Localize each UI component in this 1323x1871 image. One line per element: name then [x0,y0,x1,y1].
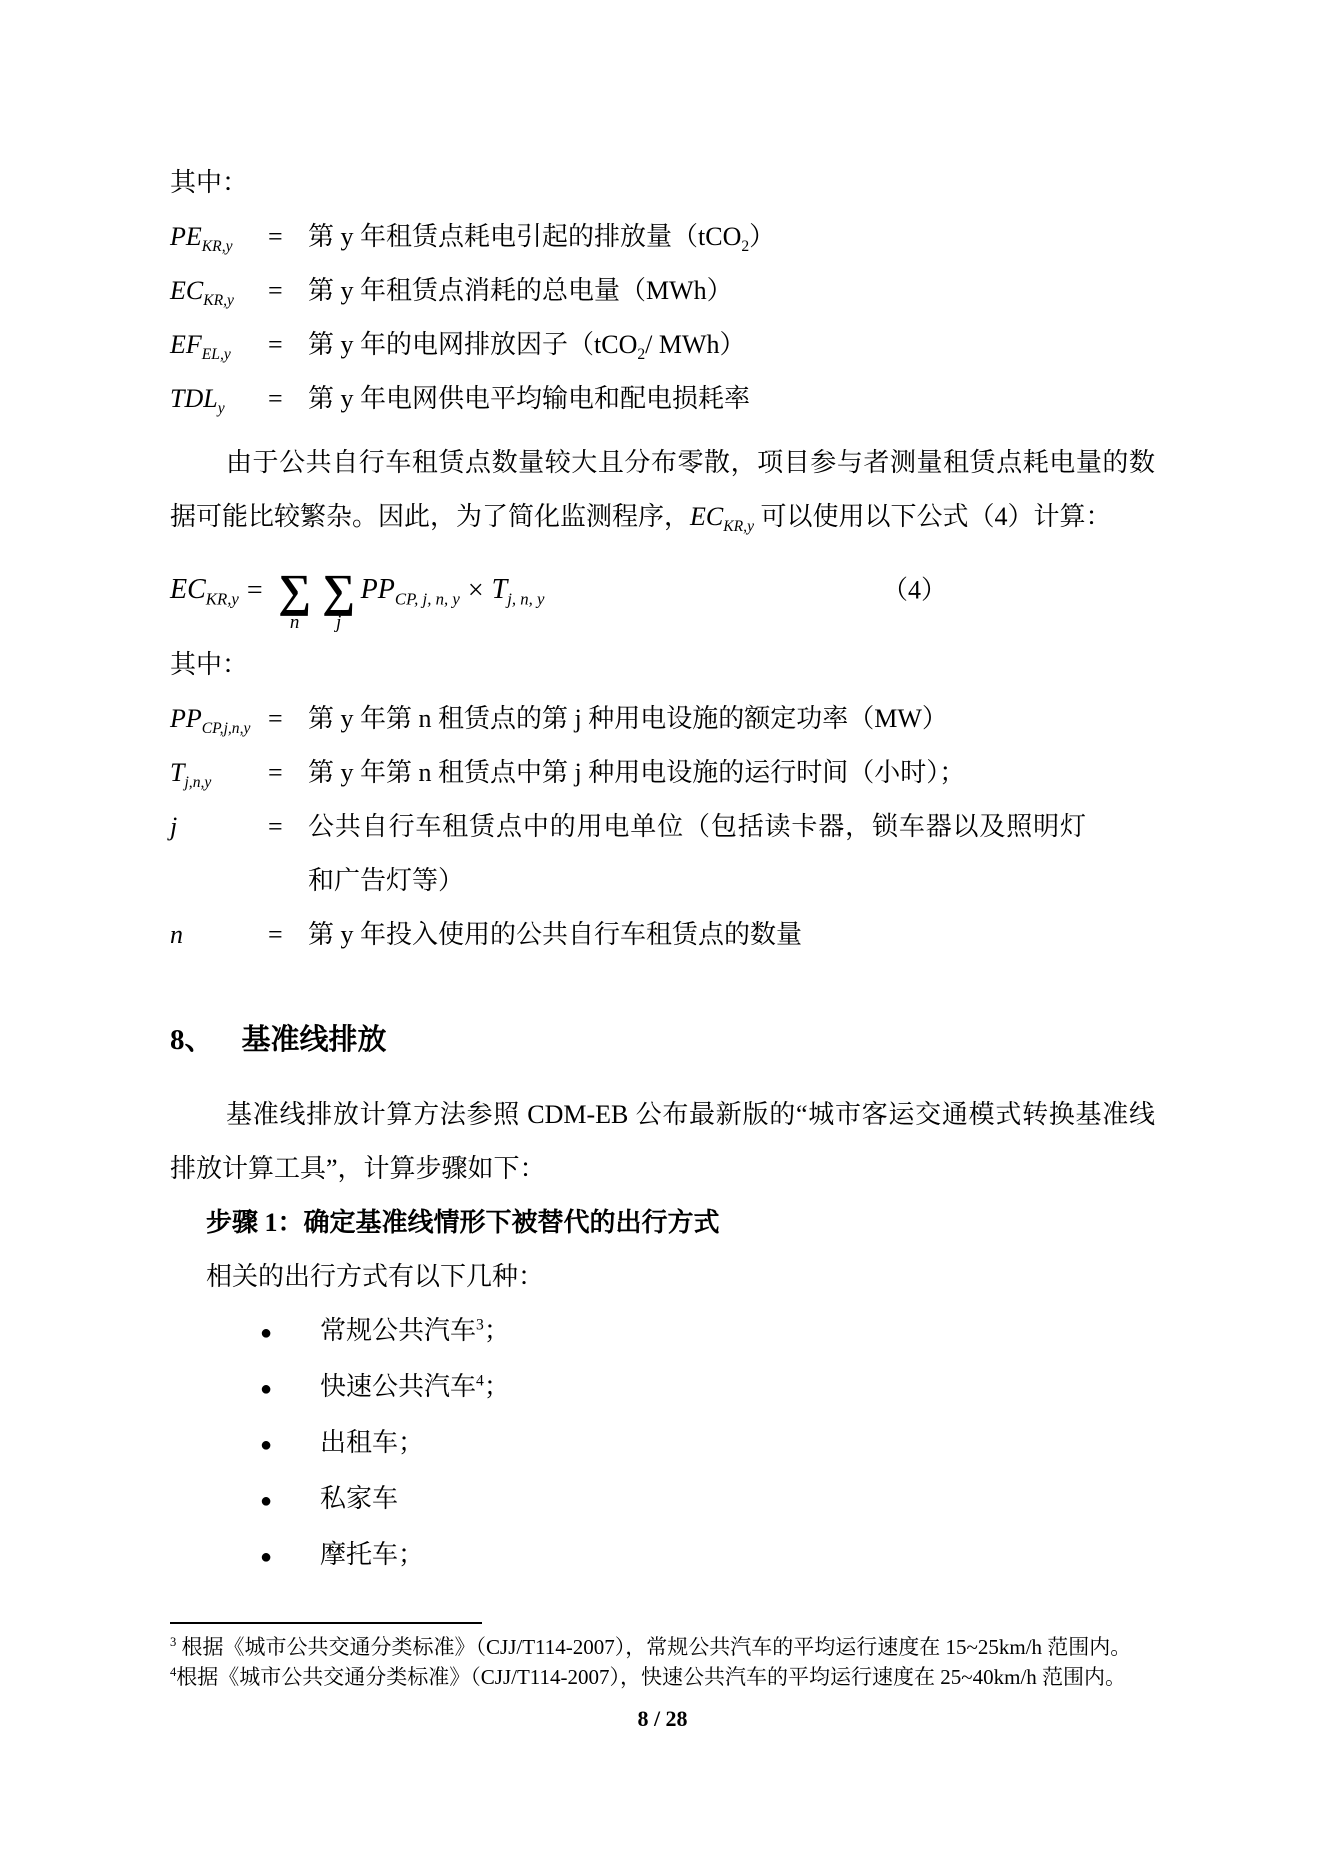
list-item-label: 常规公共汽车$^3$； [320,1316,510,1345]
formula-term-pp: $PP_{CP, j, n, y}$ [360,573,460,609]
section-heading [170,1018,1155,1062]
bullet-icon: ● [260,1322,273,1344]
equals-sign: = [268,330,283,359]
list-item-label: 私家车 [320,1484,399,1513]
variable-definition: 第 y 年的电网排放因子（tCO$_2$/ MWh） [308,330,746,364]
travel-modes-list [170,1304,1155,1584]
footnote-separator [170,1622,482,1624]
variable-definition: 第 y 年租赁点耗电引起的排放量（tCO$_2$） [308,222,776,256]
paragraph-baseline-method: 基准线排放计算方法参照 CDM-EB 公布最新版的“城市客运交通模式转换基准线排放计算工具”，计算步骤如下： [170,1100,1155,1183]
footnote-3: $^3$ 根据《城市公共交通分类标准》（CJJ/T114-2007），常规公共汽车的平均运行速度在 15~25km/h 范围内。 [170,1635,1132,1659]
equals-sign: = [268,920,283,949]
page-content [170,156,1155,1584]
where-label-2: 其中： [170,650,249,679]
definition-row [170,800,1155,908]
definition-list-1 [170,210,1155,426]
variable-definition: 公共自行车租赁点中的用电单位（包括读卡器，锁车器以及照明灯和广告灯等） [308,812,1086,895]
step-1-heading: 步骤 1：确定基准线情形下被替代的出行方式 [206,1208,720,1237]
section-title: 基准线排放 [241,1024,387,1056]
variable-definition: 第 y 年第 n 租赁点的第 j 种用电设施的额定功率（MW） [308,704,948,733]
definition-row [170,908,1155,962]
equals-sign: = [246,575,263,606]
variable-definition: 第 y 年投入使用的公共自行车租赁点的数量 [308,920,803,949]
summation-symbol-j: ∑ j [322,565,356,633]
definition-row [170,264,1155,318]
equation-number: （4） [882,575,948,605]
variable-definition: 第 y 年电网供电平均输电和配电损耗率 [308,384,751,413]
definition-list-2 [170,692,1155,962]
multiplication-sign: × [467,575,484,606]
list-item-label: 快速公共汽车$^4$； [320,1372,510,1401]
summation-symbol-n: ∑ n [278,565,312,633]
variable-label: $T_{j,n,y}$ [170,758,212,792]
bullet-icon: ● [260,1378,273,1400]
variable-label: n [170,920,183,949]
footnote-4: $^4$根据《城市公共交通分类标准》（CJJ/T114-2007），快速公共汽车的平均运行速度在 25~40km/h 范围内。 [170,1665,1127,1689]
definition-row [170,372,1155,426]
equals-sign: = [268,384,283,413]
summation-index: j [336,612,342,633]
page-footer [170,1622,1155,1732]
definition-row [170,692,1155,746]
variable-label: $EF_{EL,y}$ [170,330,231,364]
variable-definition: 第 y 年租赁点消耗的总电量（MWh） [308,276,733,305]
bullet-icon: ● [260,1434,273,1456]
list-item [170,1528,1155,1584]
list-item [170,1304,1155,1360]
definition-row [170,746,1155,800]
equals-sign: = [268,222,283,251]
formula-term-t: $T_{j, n, y}$ [491,573,545,609]
equals-sign: = [268,758,283,787]
section-number: 8、 [170,1024,214,1056]
equals-sign: = [268,276,283,305]
paragraph-simplification: 由于公共自行车租赁点数量较大且分布零散，项目参与者测量租赁点耗电量的数据可能比较繁杂。因此，为了简化监测程序，$EC_{KR,y}$ 可以使用以下公式（4）计算： [170,448,1155,536]
equals-sign: = [268,704,283,733]
equation-4 [170,544,1155,638]
variable-label: $EC_{KR,y}$ [170,276,234,310]
variable-label: j [170,812,178,841]
list-item [170,1472,1155,1528]
definition-row [170,210,1155,264]
formula-expression [170,565,545,633]
equals-sign: = [268,812,283,841]
list-item [170,1416,1155,1472]
list-item [170,1360,1155,1416]
formula-lhs: $EC_{KR,y}$ [170,573,239,609]
variable-label: $TDL_y$ [170,384,225,418]
bullet-icon: ● [260,1546,273,1568]
definition-row [170,318,1155,372]
bullet-icon: ● [260,1490,273,1512]
page-number: 8 / 28 [637,1706,688,1731]
modes-intro: 相关的出行方式有以下几种： [206,1262,545,1291]
summation-index: n [289,612,300,633]
variable-label: $PP_{CP,j,n,y}$ [170,704,251,738]
variable-label: $PE_{KR,y}$ [170,222,233,256]
list-item-label: 摩托车； [320,1540,425,1569]
variable-definition: 第 y 年第 n 租赁点中第 j 种用电设施的运行时间（小时）； [308,758,966,787]
list-item-label: 出租车； [320,1428,425,1457]
where-label-1: 其中： [170,168,249,197]
